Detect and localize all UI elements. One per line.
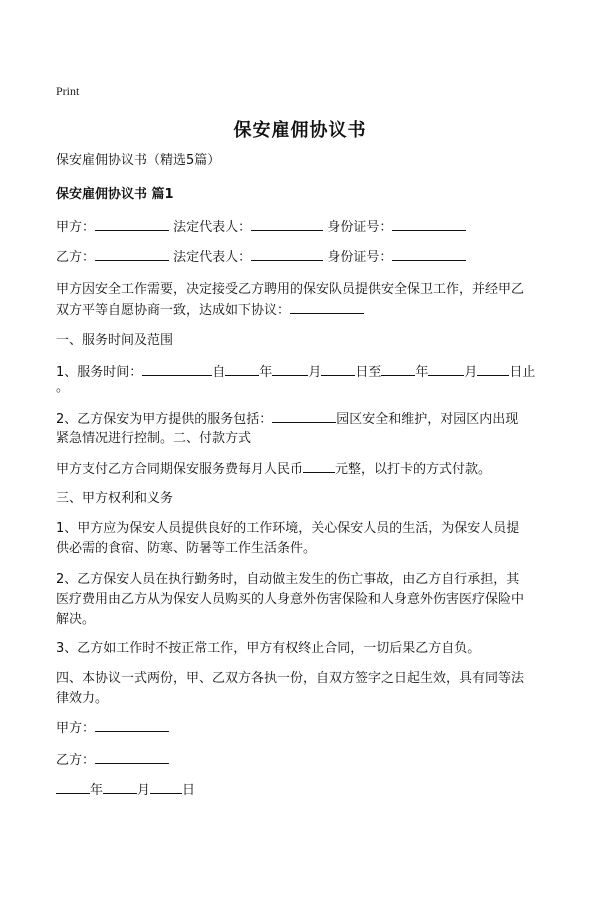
payment-text-b: 元整，以打卡的方式付款。 bbox=[335, 462, 492, 477]
clause-2-line-3: 解决。 bbox=[56, 612, 96, 627]
print-label[interactable]: Print bbox=[56, 84, 80, 98]
year-text: 年 bbox=[259, 365, 273, 380]
clause-2-line-2: 医疗费用由乙方从为保安人员购买的人身意外伤害保险和人身意外伤害医疗保险中 bbox=[56, 592, 525, 607]
item-2-line-2: 紧急情况进行控制。二、付款方式 bbox=[56, 431, 252, 446]
item-2-text-b: 园区安全和维护，对园区内出现 bbox=[336, 412, 519, 427]
date-month-blank bbox=[103, 779, 137, 794]
date-year-blank bbox=[56, 779, 90, 794]
month-text: 月 bbox=[464, 365, 478, 380]
year-text: 年 bbox=[415, 365, 429, 380]
signature-b-label: 乙方： bbox=[56, 753, 96, 768]
period-line: 。 bbox=[56, 380, 70, 395]
party-b-legal-rep-blank bbox=[251, 246, 323, 261]
section-3-title: 三、甲方权利和义务 bbox=[56, 491, 174, 506]
party-a-legal-rep-blank bbox=[251, 216, 323, 231]
date-year-text: 年 bbox=[90, 783, 104, 798]
end-month-blank bbox=[428, 361, 464, 376]
section-title: 保安雇佣协议书 篇1 bbox=[56, 187, 174, 202]
party-a-label: 甲方： bbox=[56, 220, 96, 235]
day-end-text: 日止 bbox=[509, 365, 536, 380]
service-time-blank bbox=[142, 361, 212, 376]
service-time-label: 1、服务时间： bbox=[56, 365, 143, 380]
signature-b-blank bbox=[95, 749, 169, 764]
clause-2-line-1: 2、乙方保安人员在执行勤务时，自动做主发生的伤亡事故，由乙方自行承担，其 bbox=[56, 572, 520, 587]
intro-line-2 bbox=[56, 299, 544, 322]
signature-b-row bbox=[56, 749, 544, 772]
party-b-row bbox=[56, 246, 544, 269]
legal-rep-label: 法定代表人： bbox=[173, 250, 252, 265]
signature-date-row bbox=[56, 779, 544, 802]
item-2-text-a: 2、乙方保安为甲方提供的服务包括： bbox=[56, 412, 273, 427]
month-text: 月 bbox=[308, 365, 322, 380]
date-day-text: 日 bbox=[182, 783, 196, 798]
payment-amount-blank bbox=[303, 458, 335, 473]
intro-line-2-text: 双方平等自愿协商一致，达成如下协议： bbox=[56, 303, 291, 318]
section-4-line-1: 四、本协议一式两份，甲、乙双方各执一份，自双方签字之日起生效，具有同等法 bbox=[56, 671, 525, 686]
start-day-blank bbox=[321, 361, 355, 376]
service-scope-blank bbox=[272, 408, 336, 423]
section-1-title: 一、服务时间及范围 bbox=[56, 333, 174, 348]
document-title: 保安雇佣协议书 bbox=[233, 120, 367, 141]
signature-a-blank bbox=[95, 717, 169, 732]
date-day-blank bbox=[150, 779, 182, 794]
from-text: 自 bbox=[212, 365, 226, 380]
clause-1-line-2: 供必需的食宿、防寒、防暑等工作生活条件。 bbox=[56, 541, 317, 556]
day-to-text: 日至 bbox=[355, 365, 382, 380]
payment-row bbox=[56, 458, 544, 481]
intro-line-1: 甲方因安全工作需要，决定接受乙方聘用的保安队员提供安全保卫工作，并经甲乙 bbox=[56, 282, 525, 297]
signature-a-row bbox=[56, 717, 544, 740]
party-a-blank bbox=[95, 216, 169, 231]
start-month-blank bbox=[272, 361, 308, 376]
payment-text-a: 甲方支付乙方合同期保安服务费每月人民币 bbox=[56, 462, 304, 477]
start-year-blank bbox=[225, 361, 259, 376]
party-b-id-blank bbox=[392, 246, 466, 261]
party-a-row bbox=[56, 216, 544, 239]
party-a-id-blank bbox=[392, 216, 466, 231]
id-label: 身份证号： bbox=[327, 220, 393, 235]
signature-a-label: 甲方： bbox=[56, 721, 96, 736]
document-subtitle: 保安雇佣协议书（精选5篇） bbox=[56, 153, 221, 168]
id-label: 身份证号： bbox=[327, 250, 393, 265]
end-year-blank bbox=[381, 361, 415, 376]
clause-1-line-1: 1、甲方应为保安人员提供良好的工作环境，关心保安人员的生活，为保安人员提 bbox=[56, 521, 520, 536]
date-month-text: 月 bbox=[137, 783, 151, 798]
end-day-blank bbox=[477, 361, 509, 376]
clause-3: 3、乙方如工作时不按正常工作，甲方有权终止合同，一切后果乙方自负。 bbox=[56, 641, 481, 656]
party-b-blank bbox=[95, 246, 169, 261]
party-b-label: 乙方： bbox=[56, 250, 96, 265]
intro-blank bbox=[290, 299, 364, 314]
legal-rep-label: 法定代表人： bbox=[173, 220, 252, 235]
section-4-line-2: 律效力。 bbox=[56, 691, 109, 706]
